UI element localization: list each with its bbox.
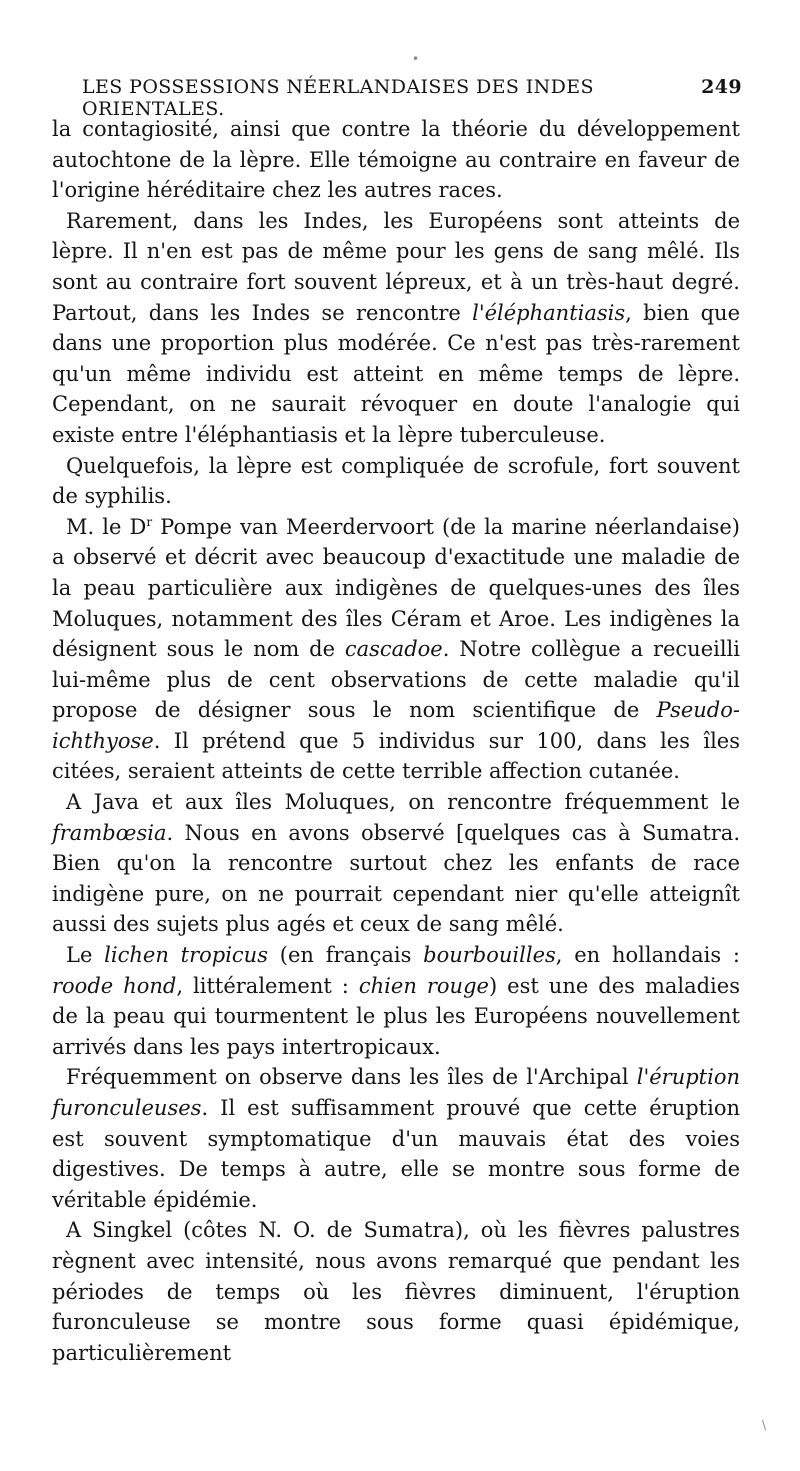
- paragraph-3: [52, 451, 740, 512]
- superscript-r: r: [146, 514, 153, 529]
- term-bourbouilles: bourbouilles: [423, 943, 556, 968]
- paragraph-6-text-a: Le: [66, 943, 105, 968]
- paragraph-2: [52, 206, 740, 451]
- term-eruption-furonculeuses: l'éruption furonculeuses: [52, 1065, 740, 1120]
- term-chien-rouge: chien rouge: [358, 973, 489, 998]
- body-text: [52, 114, 740, 1368]
- paragraph-5: [52, 787, 740, 940]
- term-framboesia: frambœsia: [52, 820, 167, 845]
- paragraph-6-text-b: (en français: [267, 943, 424, 968]
- paragraph-8-text: A Singkel (côtes N. O. de Sumatra), où les fièvres palustres règnent avec intensité, nous avons remarqué que pendant les périodes de temps où les fièvres diminuent, l'éruption furonculeuse se montre sous forme quasi épidémique, particulièrement: [52, 1218, 740, 1365]
- paragraph-1-text: la contagiosité, ainsi que contre la théorie du développement autochtone de la lèpre. Elle témoigne au contraire en faveur de l'origine héréditaire chez les autres races.: [52, 117, 740, 203]
- paragraph-5-text-b: . Nous en avons observé [quelques cas à Sumatra. Bien qu'on la rencontre surtout chez les enfants de race indigène pure, on ne pourrait cependant nier qu'elle atteignît aussi des sujets plus agés et ceux de sang mêlé.: [52, 820, 740, 937]
- paragraph-6-text-d: , littéralement :: [176, 973, 359, 998]
- paragraph-6: [52, 940, 740, 1062]
- paragraph-7-text-b: . Il est suffisamment prouvé que cette éruption est souvent symptomatique d'un mauvais état des voies digestives. De temps à autre, elle se montre sous forme de véritable épidémie.: [52, 1096, 740, 1212]
- term-pseudo-ichthyose: Pseudo-ichthyose: [52, 698, 740, 753]
- paragraph-4-text-a: M. le D: [66, 514, 147, 539]
- paragraph-2-text-a: Rarement, dans les Indes, les Européens sont atteints de lèpre. Il n'en est pas de même pour les gens de sang mêlé. Ils sont au contraire fort souvent lépreux, et à un très-haut degré. Partout, dans les Indes se rencontre: [52, 208, 740, 325]
- term-elephantiasis: l'éléphantiasis: [472, 300, 626, 325]
- paragraph-7: [52, 1062, 740, 1215]
- paragraph-4: [52, 512, 740, 787]
- running-header: [82, 76, 742, 120]
- paragraph-6-text-c: , en hollandais :: [555, 943, 740, 968]
- paragraph-2-text-b: , bien que dans une proportion plus modérée. Ce n'est pas très-rarement qu'un même individu est atteint en même temps de lèpre. Cependant, on ne saurait révoquer en doute l'analogie qui existe entre l'éléphantiasis et la lèpre tuberculeuse.: [52, 300, 740, 447]
- paragraph-6-text-e: ) est une des maladies de la peau qui tourmentent le plus les Européens nouvellement arrivés dans les pays intertropicaux.: [52, 973, 740, 1059]
- paragraph-4-text-c: . Notre collègue a recueilli lui-même plus de cent observations de cette maladie qu'il propose de désigner sous le nom scientifique de: [52, 637, 740, 723]
- paragraph-3-text: Quelquefois, la lèpre est compliquée de scrofule, fort souvent de syphilis.: [52, 453, 740, 509]
- paragraph-7-text-a: Fréquemment on observe dans les îles de l'Archipal: [66, 1065, 637, 1090]
- term-roode-hond: roode hond: [52, 973, 177, 998]
- paragraph-4-text-b: Pompe van Meerdervoort (de la marine néerlandaise) a observé et décrit avec beaucoup d'exactitude une maladie de la peau particulière aux indigènes de quelques-unes des îles Moluques, notamment des îles Céram et Aroe. Les indigènes la désignent sous le nom de: [52, 514, 740, 662]
- paragraph-5-text-a: A Java et aux îles Moluques, on rencontre fréquemment le: [66, 790, 740, 815]
- term-lichen-tropicus: lichen tropicus: [104, 943, 268, 968]
- page-number: 249: [701, 76, 742, 98]
- ink-mark: \: [762, 1418, 767, 1432]
- term-cascadoe: cascadoe: [344, 637, 443, 662]
- paragraph-8: [52, 1215, 740, 1368]
- paragraph-1: [52, 114, 740, 206]
- ink-speck: •: [412, 52, 420, 66]
- paragraph-4-text-d: . Il prétend que 5 individus sur 100, dans les îles citées, seraient atteints de cette terrible affection cutanée.: [52, 728, 740, 784]
- running-title: LES POSSESSIONS NÉERLANDAISES DES INDES ORIENTALES.: [82, 76, 594, 120]
